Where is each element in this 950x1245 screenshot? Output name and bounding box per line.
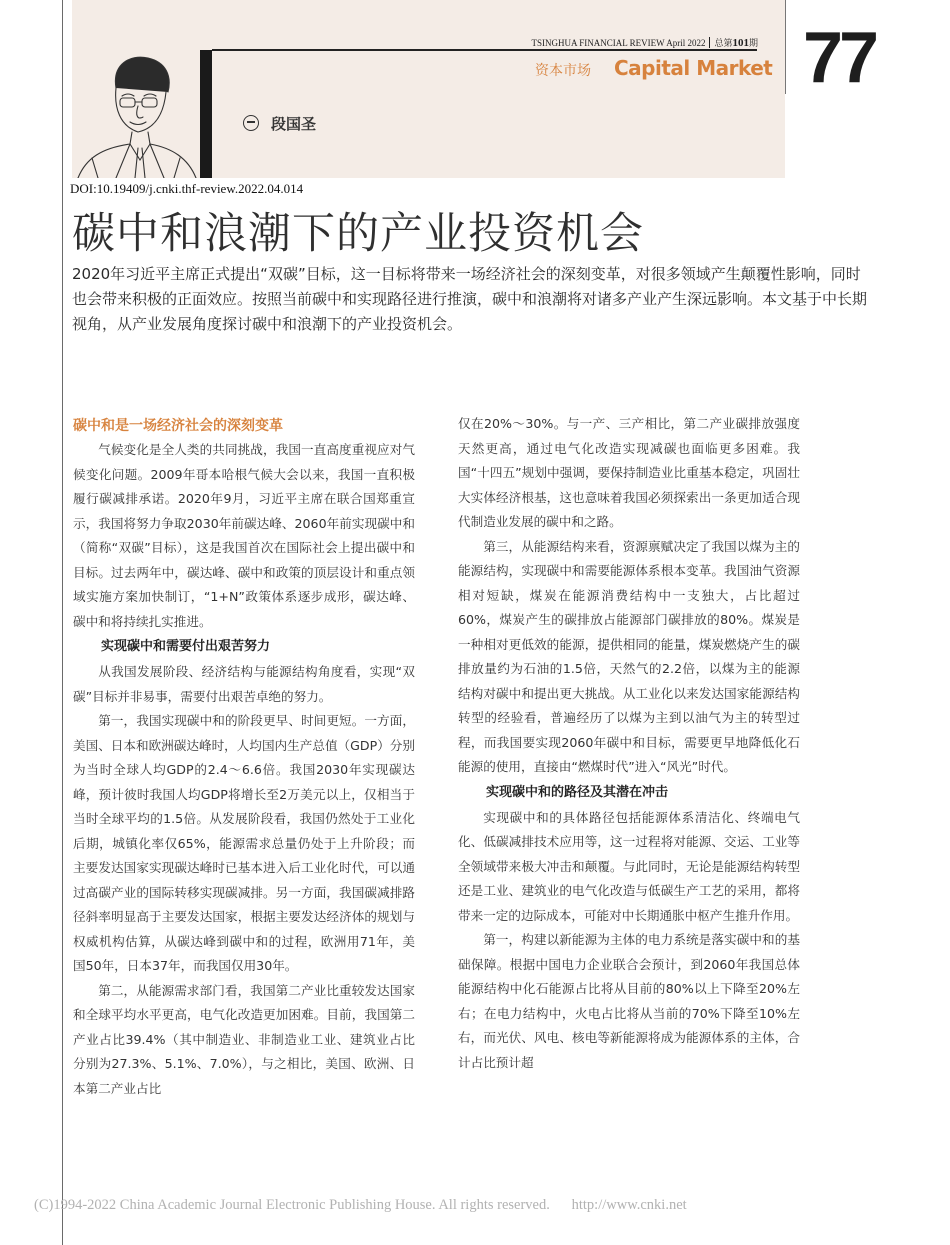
issue-suffix: 期 (748, 38, 758, 48)
section-name-cn: 资本市场 (535, 63, 591, 79)
section-heading: 碳中和是一场经济社会的深刻变革 (73, 418, 283, 434)
right-column (458, 412, 800, 1075)
paragraph: 第一，我国实现碳中和的阶段更早、时间更短。一方面，美国、日本和欧洲碳达峰时，人均国内生产总值（GDP）分别为当时全球人均GDP的2.4～6.6倍。我国2030年实现碳达峰，预计彼时我国人均GDP将增长至2万美元以上，仅相当于当时全球平均的1.5倍。从发展阶段看，我国仍然处于工业化后期，城镇化率仅65%，能源需求总量仍处于上升阶段；而主要发达国家实现碳达峰时已基本进入后工业化时代，可以通过高碳产业的国际转移实现碳减排。另一方面，我国碳减排路径斜率明显高于主要发达国家，根据主要发达经济体的规划与权威机构估算，从碳达峰到碳中和的过程，欧洲用71年，美国50年，日本37年，而我国仅用30年。 (73, 713, 415, 973)
page-number: 77 (803, 18, 876, 98)
subsection-heading: 实现碳中和的路径及其潜在冲击 (486, 784, 669, 800)
author-byline (243, 113, 316, 134)
article-title: 碳中和浪潮下的产业投资机会 (72, 209, 644, 259)
copyright-text: (C)1994-2022 China Academic Journal Electronic Publishing House. All rights reserved. (34, 1197, 550, 1213)
doi: DOI:10.19409/j.cnki.thf-review.2022.04.014 (70, 181, 304, 196)
left-column (73, 414, 415, 1101)
subsection-heading: 实现碳中和需要付出艰苦努力 (101, 639, 271, 654)
copyright-footer (34, 1197, 687, 1214)
journal-name: TSINGHUA FINANCIAL REVIEW April 2022 (531, 38, 706, 48)
header-rule (212, 49, 757, 51)
paragraph: 实现碳中和的具体路径包括能源体系清洁化、终端电气化、低碳减排技术应用等，这一过程将对能源、交运、工业等全领域带来极大冲击和颠覆。与此同时，无论是能源结构转型还是工业、建筑业的电气化改造与低碳生产工艺的采用，都将带来一定的边际成本，可能对中长期通胀中枢产生推升作用。 (458, 809, 800, 923)
author-icon (243, 115, 259, 131)
section-name-en: Capital Market (614, 56, 773, 80)
paragraph: 第三，从能源结构来看，资源禀赋决定了我国以煤为主的能源结构，实现碳中和需要能源体系根本变革。我国油气资源相对短缺，煤炭在能源消费结构中一支独大，占比超过60%，煤炭产生的碳排放占能源部门碳排放的80%。煤炭是一种相对更低效的能源，提供相同的能量，煤炭燃烧产生的碳排放量约为石油的1.5倍，天然气的2.2倍，以煤为主的能源结构对碳中和提出更大挑战。从工业化以来发达国家能源结构转型的经验看，普遍经历了以煤为主到以油气为主的转型过程，而我国要实现2060年碳中和目标，需要更早地降低化石能源的使用，直接由“燃煤时代”进入“风光”时代。 (458, 538, 800, 774)
abstract: 2020年习近平主席正式提出“双碳”目标，这一目标将带来一场经济社会的深刻变革，对很多领域产生颠覆性影响，同时也会带来积极的正面效应。按照当前碳中和实现路径进行推演，碳中和浪潮将对诸多产业产生深远影响。本文基于中长期视角，从产业发展角度探讨碳中和浪潮下的产业投资机会。 (72, 265, 868, 333)
issue-number: 101 (732, 37, 749, 49)
author-portrait (72, 48, 200, 178)
journal-info (531, 36, 758, 49)
page-number-divider (785, 0, 786, 94)
margin-rule (62, 0, 63, 1245)
paragraph: 仅在20%～30%。与一产、三产相比，第二产业碳排放强度天然更高，通过电气化改造实现减碳也面临更多困难。我国“十四五”规划中强调，要保持制造业比重基本稳定，巩固壮大实体经济根基，这也意味着我国必须探索出一条更加适合现代制造业发展的碳中和之路。 (458, 416, 800, 529)
issue-prefix: 总第 (714, 38, 733, 48)
paragraph: 从我国发展阶段、经济结构与能源结构角度看，实现“双碳”目标并非易事，需要付出艰苦卓绝的努力。 (73, 664, 415, 704)
footer-url[interactable]: http://www.cnki.net (571, 1197, 687, 1213)
portrait-edge-bar (200, 50, 212, 178)
author-name: 段国圣 (271, 115, 317, 133)
paragraph: 第一，构建以新能源为主体的电力系统是落实碳中和的基础保障。根据中国电力企业联合会预计，到2060年我国总体能源结构中化石能源占比将从目前的80%以上下降至20%左右；在电力结构中，火电占比将从当前的70%下降至10%左右，而光伏、风电、核电等新能源将成为能源体系的主体，合计占比预计超 (458, 932, 800, 1070)
paragraph: 第二，从能源需求部门看，我国第二产业比重较发达国家和全球平均水平更高，电气化改造更加困难。目前，我国第二产业占比39.4%（其中制造业、非制造业工业、建筑业占比分别为27.3%、5.1%、7.0%），与之相比，美国、欧洲、日本第二产业占比 (73, 982, 415, 1096)
paragraph: 气候变化是全人类的共同挑战，我国一直高度重视应对气候变化问题。2009年哥本哈根气候大会以来，我国一直积极履行碳减排承诺。2020年9月，习近平主席在联合国郑重宣示，我国将努力争取2030年前碳达峰、2060年前实现碳中和（简称“双碳”目标），这是我国首次在国际社会上提出碳中和目标。过去两年中，碳达峰、碳中和政策的顶层设计和重点领域实施方案加快制订，“1+N”政策体系逐步成形，碳达峰、碳中和将持续扎实推进。 (73, 442, 415, 629)
